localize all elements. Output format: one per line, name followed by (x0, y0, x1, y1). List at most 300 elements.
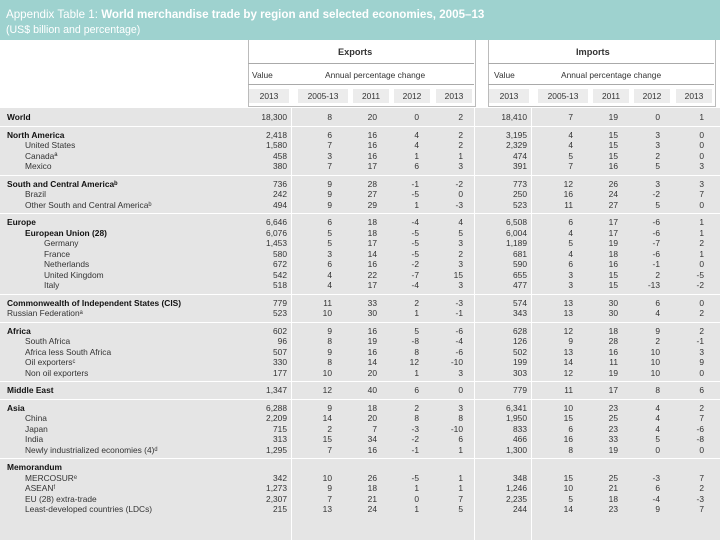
exports-cell: 33 (367, 297, 377, 308)
imports-cell: 16 (563, 189, 573, 199)
exports-cell: -3 (411, 423, 419, 434)
exports-cell: -1 (455, 308, 463, 318)
imports-cell: 25 (608, 472, 618, 483)
imports-cell: 18 (608, 248, 618, 259)
imports-cell: 18 (608, 325, 618, 336)
exports-cell: 8 (327, 112, 332, 122)
table-row (0, 270, 720, 281)
imports-cell: 0 (699, 199, 704, 210)
imports-cell: 628 (513, 325, 527, 336)
imports-cell: 19 (608, 238, 618, 248)
imports-cell: 28 (608, 336, 618, 346)
imports-cell: 33 (608, 434, 618, 444)
row-label: Newly industrialized economies (4)ᵈ (25, 444, 158, 455)
imports-cell: 5 (655, 161, 660, 171)
exports-cell: 17 (367, 161, 377, 171)
exports-cell: 6,076 (266, 227, 287, 238)
exports-cell: 16 (367, 444, 377, 455)
exports-cell: 313 (273, 434, 287, 444)
exports-cell: 18,300 (261, 112, 287, 122)
section-divider (0, 175, 720, 176)
imports-cell: 474 (513, 150, 527, 161)
exports-cell: 14 (367, 248, 377, 259)
exports-cell: 4 (414, 129, 419, 140)
exports-cell: 96 (277, 336, 287, 346)
imports-cell: 126 (513, 336, 527, 346)
imports-cell: 5 (655, 199, 660, 210)
exports-year-2011: 2011 (353, 89, 389, 103)
imports-cell: 7 (699, 413, 704, 423)
table-row (0, 347, 720, 358)
imports-cell: 2 (699, 483, 704, 493)
exports-cell: 177 (273, 367, 287, 378)
section-divider (0, 399, 720, 400)
table-subtitle: (US$ billion and percentage) (6, 24, 141, 36)
exports-cell: -3 (455, 199, 463, 210)
row-label: Europe (7, 217, 36, 227)
exports-header-rule (248, 63, 474, 64)
imports-cell: 10 (650, 367, 660, 378)
imports-cell: 681 (513, 248, 527, 259)
imports-cell: 15 (563, 472, 573, 483)
exports-cell: 672 (273, 259, 287, 269)
imports-cell: 7 (568, 161, 573, 171)
exports-cell: 9 (327, 199, 332, 210)
imports-cell: 0 (699, 297, 704, 308)
imports-cell: 27 (608, 199, 618, 210)
imports-cell: 2 (699, 308, 704, 318)
row-label: France (44, 248, 71, 259)
imports-year-2005-13: 2005-13 (538, 89, 588, 103)
imports-cell: 12 (563, 325, 573, 336)
exports-cell: -5 (411, 189, 419, 199)
imports-cell: 16 (608, 161, 618, 171)
imports-cell: 15 (563, 413, 573, 423)
exports-cell: -8 (411, 336, 419, 346)
imports-cell: 2 (655, 336, 660, 346)
imports-cell: 1 (699, 217, 704, 227)
exports-cell: 16 (367, 140, 377, 150)
imports-cell: 574 (513, 297, 527, 308)
imports-subheader-rule (488, 84, 714, 85)
imports-cell: 8 (655, 385, 660, 395)
exports-cell: 2,209 (266, 413, 287, 423)
imports-cell: -6 (652, 217, 660, 227)
imports-cell: 4 (568, 227, 573, 238)
imports-cell: -1 (696, 336, 704, 346)
imports-cell: -8 (696, 434, 704, 444)
imports-cell: 3 (699, 161, 704, 171)
exports-cell: 3 (458, 259, 463, 269)
imports-cell: 12 (563, 367, 573, 378)
exports-cell: 16 (367, 150, 377, 161)
imports-cell: -3 (652, 472, 660, 483)
imports-cell: 4 (655, 423, 660, 434)
table-title-prefix: Appendix Table 1: (6, 8, 102, 21)
exports-cell: 17 (367, 280, 377, 290)
imports-cell: 3 (699, 346, 704, 357)
exports-cell: 9 (327, 483, 332, 493)
imports-cell: -3 (696, 493, 704, 504)
exports-cell: 6 (414, 385, 419, 395)
exports-cell: 18 (367, 402, 377, 413)
exports-cell: -5 (411, 238, 419, 248)
exports-cell: 6 (327, 129, 332, 140)
exports-cell: 0 (458, 189, 463, 199)
table-title (6, 8, 484, 22)
imports-cell: 17 (608, 227, 618, 238)
exports-cell: 1 (458, 483, 463, 493)
exports-cell: 779 (273, 297, 287, 308)
exports-cell: 242 (273, 189, 287, 199)
imports-cell: 5 (568, 150, 573, 161)
exports-cell: 16 (367, 325, 377, 336)
exports-cell: -5 (411, 248, 419, 259)
exports-cell: 330 (273, 357, 287, 367)
imports-cell: 1 (699, 112, 704, 122)
exports-cell: -2 (411, 434, 419, 444)
exports-cell: 4 (327, 269, 332, 280)
imports-year-2013: 2013 (676, 89, 712, 103)
exports-cell: 602 (273, 325, 287, 336)
exports-cell: 380 (273, 161, 287, 171)
exports-cell: 12 (409, 357, 419, 367)
exports-cell: 14 (322, 413, 332, 423)
imports-cell: 23 (608, 402, 618, 413)
imports-cell: 6 (655, 483, 660, 493)
imports-cell: 590 (513, 259, 527, 269)
imports-cell: 773 (513, 178, 527, 189)
imports-cell: 16 (563, 434, 573, 444)
exports-cell: 28 (367, 178, 377, 189)
row-label: Mexico (25, 161, 52, 171)
row-label: Brazil (25, 189, 46, 199)
imports-cell: 477 (513, 280, 527, 290)
section-divider (0, 381, 720, 382)
imports-cell: 7 (699, 504, 704, 514)
exports-cell: 24 (367, 504, 377, 514)
exports-cell: -4 (455, 336, 463, 346)
exports-cell: 8 (414, 413, 419, 423)
row-label: Middle East (7, 385, 54, 395)
exports-year-2005-13: 2005-13 (298, 89, 348, 103)
imports-cell: 12 (563, 178, 573, 189)
imports-cell: 2,235 (506, 493, 527, 504)
imports-cell: 18 (608, 493, 618, 504)
exports-cell: 27 (367, 189, 377, 199)
imports-cell: 2 (655, 150, 660, 161)
exports-cell: 523 (273, 308, 287, 318)
table-row (0, 434, 720, 445)
imports-cell: 343 (513, 308, 527, 318)
table-row (0, 179, 720, 190)
table-row (0, 112, 720, 123)
imports-cell: 6,004 (506, 227, 527, 238)
imports-cell: 30 (608, 297, 618, 308)
exports-cell: 8 (327, 336, 332, 346)
imports-cell: -2 (652, 189, 660, 199)
exports-cell: 3 (327, 248, 332, 259)
imports-cell: 18,410 (501, 112, 527, 122)
exports-cell: 0 (414, 112, 419, 122)
imports-cell: 14 (563, 504, 573, 514)
exports-cell: 4 (458, 217, 463, 227)
exports-cell: 13 (322, 504, 332, 514)
exports-cell: 1,273 (266, 483, 287, 493)
exports-cell: 518 (273, 280, 287, 290)
row-label: Non oil exporters (25, 367, 89, 378)
exports-cell: 21 (367, 493, 377, 504)
imports-cell: 10 (563, 402, 573, 413)
row-label: India (25, 434, 44, 444)
exports-cell: 1,295 (266, 444, 287, 455)
row-label: Netherlands (44, 259, 90, 269)
imports-cell: 523 (513, 199, 527, 210)
imports-cell: 15 (608, 150, 618, 161)
imports-cell: 9 (568, 336, 573, 346)
table-row (0, 189, 720, 200)
exports-cell: 342 (273, 472, 287, 483)
exports-cell: 494 (273, 199, 287, 210)
imports-cell: 23 (608, 423, 618, 434)
exports-year-2012: 2012 (394, 89, 430, 103)
exports-cell: 18 (367, 483, 377, 493)
exports-cell: 2 (458, 140, 463, 150)
imports-cell: 4 (568, 140, 573, 150)
row-label: Africa (7, 325, 31, 336)
imports-cell: 0 (655, 112, 660, 122)
exports-cell: 5 (327, 238, 332, 248)
imports-year-2011: 2011 (593, 89, 629, 103)
row-label: Asia (7, 402, 25, 413)
imports-cell: 0 (699, 129, 704, 140)
imports-cell: 4 (655, 413, 660, 423)
exports-cell: 1 (414, 199, 419, 210)
imports-cell: 16 (608, 346, 618, 357)
imports-cell: 5 (568, 238, 573, 248)
exports-cell: 6 (327, 259, 332, 269)
table-row (0, 336, 720, 347)
exports-cell: 1,347 (266, 385, 287, 395)
imports-cell: 19 (608, 112, 618, 122)
exports-cell: 1 (414, 150, 419, 161)
imports-cell: 11 (564, 199, 573, 210)
exports-cell: 16 (367, 346, 377, 357)
imports-cell: 10 (563, 483, 573, 493)
imports-cell: 4 (655, 402, 660, 413)
exports-cell: 3 (458, 280, 463, 290)
exports-cell: 2 (458, 248, 463, 259)
imports-cell: 0 (699, 140, 704, 150)
row-label: Germany (44, 238, 79, 248)
imports-cell: 13 (563, 297, 573, 308)
exports-cell: -3 (455, 297, 463, 308)
exports-cell: 458 (273, 150, 287, 161)
exports-cell: 9 (327, 189, 332, 199)
imports-cell: 0 (655, 444, 660, 455)
imports-cell: 0 (699, 367, 704, 378)
imports-cell: 303 (513, 367, 527, 378)
imports-cell: 15 (608, 129, 618, 140)
row-label: South and Central Americaᵇ (7, 178, 118, 189)
row-label: EU (28) extra-trade (25, 493, 97, 504)
exports-cell: 507 (273, 346, 287, 357)
imports-value-label: Value (494, 70, 515, 80)
imports-cell: 9 (699, 357, 704, 367)
exports-cell: 20 (367, 367, 377, 378)
exports-cell: 3 (327, 150, 332, 161)
imports-cell: 0 (699, 259, 704, 269)
exports-cell: 7 (327, 493, 332, 504)
row-label: Memorandum (7, 462, 62, 472)
table-row (0, 130, 720, 141)
imports-cell: -6 (652, 248, 660, 259)
exports-cell: -5 (411, 472, 419, 483)
row-label: Other South and Central Americaᵇ (25, 199, 152, 210)
table-row (0, 249, 720, 260)
table-row (0, 280, 720, 291)
table-row (0, 445, 720, 456)
imports-cell: 10 (650, 357, 660, 367)
imports-cell: 19 (608, 444, 618, 455)
imports-cell: -7 (652, 238, 660, 248)
exports-cell: 5 (414, 325, 419, 336)
exports-cell: 2 (458, 112, 463, 122)
exports-cell: 3 (458, 402, 463, 413)
section-divider (0, 213, 720, 214)
imports-cell: 2 (655, 269, 660, 280)
imports-cell: 833 (513, 423, 527, 434)
table-row (0, 483, 720, 494)
exports-value-label: Value (252, 70, 273, 80)
imports-cell: 502 (513, 346, 527, 357)
imports-cell: 5 (655, 434, 660, 444)
imports-cell: 19 (608, 367, 618, 378)
imports-cell: 26 (608, 178, 618, 189)
imports-cell: 466 (513, 434, 527, 444)
exports-cell: -4 (411, 217, 419, 227)
exports-cell: 0 (414, 493, 419, 504)
imports-cell: 6 (568, 259, 573, 269)
exports-cell: 18 (367, 217, 377, 227)
exports-cell: 2 (458, 129, 463, 140)
exports-cell: 5 (327, 227, 332, 238)
exports-cell: 7 (327, 444, 332, 455)
imports-cell: 655 (513, 269, 527, 280)
imports-year-2013-value: 2013 (489, 89, 529, 103)
exports-cell: -1 (411, 444, 419, 455)
exports-cell: -4 (411, 280, 419, 290)
imports-cell: 348 (513, 472, 527, 483)
exports-cell: 2,418 (266, 129, 287, 140)
imports-cell: 17 (608, 217, 618, 227)
exports-cell: 6 (414, 161, 419, 171)
exports-subheader-rule (248, 84, 474, 85)
table-row (0, 494, 720, 505)
exports-cell: 15 (453, 269, 463, 280)
exports-cell: 8 (327, 357, 332, 367)
row-label: Africa less South Africa (25, 346, 112, 357)
exports-cell: 6,288 (266, 402, 287, 413)
imports-cell: 1,189 (506, 238, 527, 248)
exports-cell: 20 (367, 413, 377, 423)
exports-cell: 5 (458, 227, 463, 238)
imports-cell: 23 (608, 504, 618, 514)
imports-cell: 0 (699, 150, 704, 161)
row-label: Italy (44, 280, 60, 290)
row-label: European Union (28) (25, 227, 107, 238)
exports-cell: -2 (411, 259, 419, 269)
imports-cell: 2 (699, 238, 704, 248)
imports-cell: 2,329 (506, 140, 527, 150)
section-divider (0, 458, 720, 459)
exports-cell: -10 (450, 423, 463, 434)
row-label: South Africa (25, 336, 71, 346)
table-row (0, 228, 720, 239)
exports-cell: 17 (367, 238, 377, 248)
exports-cell: 215 (273, 504, 287, 514)
imports-cell: 2 (699, 402, 704, 413)
exports-cell: 15 (322, 434, 332, 444)
imports-cell: 10 (650, 346, 660, 357)
exports-cell: 18 (367, 227, 377, 238)
table-row (0, 385, 720, 396)
exports-cell: 6 (458, 434, 463, 444)
table-row (0, 161, 720, 172)
exports-cell: 9 (327, 325, 332, 336)
exports-cell: 9 (327, 346, 332, 357)
imports-cell: 6,341 (506, 402, 527, 413)
row-label: Russian Federationᵃ (7, 308, 83, 318)
imports-cell: -2 (696, 280, 704, 290)
exports-cell: 1,580 (266, 140, 287, 150)
exports-cell: 11 (323, 297, 332, 308)
exports-cell: 7 (372, 423, 377, 434)
exports-cell: 16 (367, 259, 377, 269)
imports-cell: 6 (655, 297, 660, 308)
imports-cell: 3 (568, 280, 573, 290)
exports-cell: 3 (458, 161, 463, 171)
row-label: Japan (25, 423, 48, 434)
row-label: United States (25, 140, 76, 150)
row-label: ASEANᶠ (25, 483, 56, 493)
imports-cell: -1 (652, 259, 660, 269)
imports-cell: 779 (513, 385, 527, 395)
table-row (0, 424, 720, 435)
imports-cell: 3 (655, 178, 660, 189)
exports-cell: 10 (322, 472, 332, 483)
imports-cell: 3 (655, 129, 660, 140)
table-row (0, 368, 720, 379)
imports-cell: 11 (609, 357, 618, 367)
imports-cell: -13 (647, 280, 660, 290)
exports-cell: 3 (458, 367, 463, 378)
exports-cell: 580 (273, 248, 287, 259)
exports-cell: 22 (367, 269, 377, 280)
imports-cell: 6 (568, 217, 573, 227)
exports-cell: 1 (414, 367, 419, 378)
exports-cell: 2 (327, 423, 332, 434)
exports-cell: 9 (327, 178, 332, 189)
table-row (0, 413, 720, 424)
exports-cell: 736 (273, 178, 287, 189)
imports-cell: 6 (699, 385, 704, 395)
exports-cell: -6 (455, 346, 463, 357)
exports-header: Exports (338, 47, 373, 57)
exports-cell: 14 (367, 357, 377, 367)
exports-cell: 7 (327, 161, 332, 171)
imports-cell: 8 (568, 444, 573, 455)
